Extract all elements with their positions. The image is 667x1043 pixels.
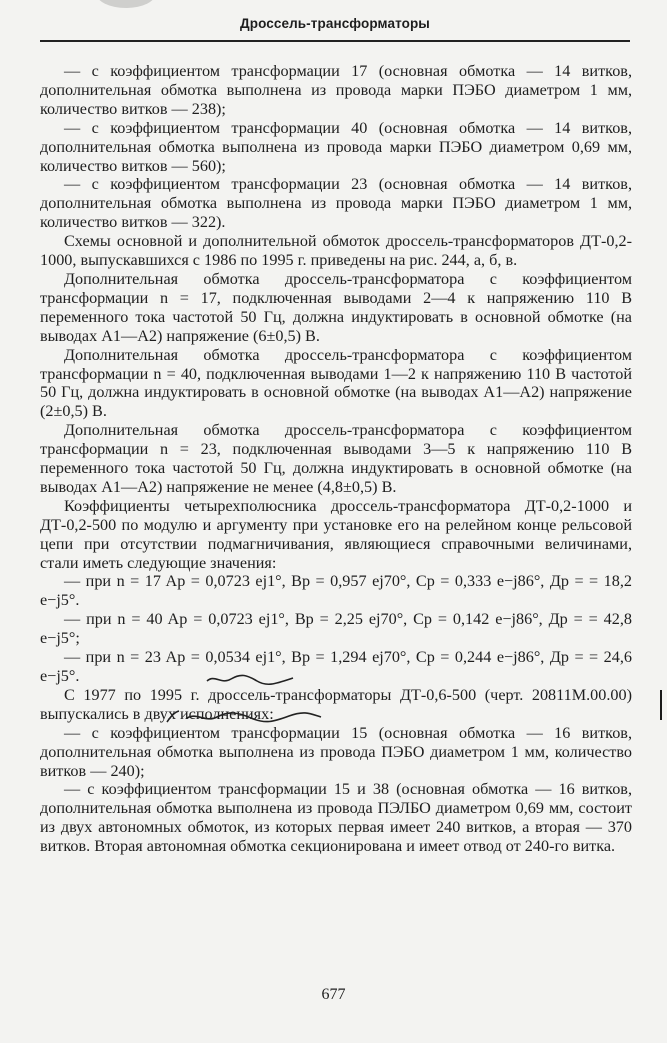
paragraph: — с коэффициентом трансформации 15 и 38 (основная обмотка — 16 витков, дополнительная обмотка выполнена из провода ПЭЛБО диаметром 0,69 мм, состоит из двух автономных обмоток, из которых первая имеет 240 витков, а вторая — 370 витков. Вторая автономная обмотка секционирована и имеет отвод от 240-го витка. — [40, 780, 632, 856]
paragraph: Дополнительная обмотка дроссель-трансформатора с коэффициентом трансформации n = 23, подключенная выводами 3—5 к напряжению 110 В переменного тока частотой 50 Гц, должна индуктировать в основной обмотке (на выводах А1—А2) напряжение не менее (4,8±0,5) В. — [40, 421, 632, 496]
paragraph: Коэффициенты четырехполюсника дроссель-трансформатора ДТ-0,2-1000 и ДТ-0,2-500 по модулю и аргументу при установке его на релейном конце рельсовой цепи при отсутствии подмагничивания, являющиеся справочными величинами, стали иметь следующие значения: — [40, 496, 632, 572]
formula-line: — при n = 40 Aр = 0,0723 ej1°, Bр = 2,25 ej70°, Cр = 0,142 e−j86°, Дp = = 42,8 e−j5°; — [40, 610, 632, 648]
formula-line: — при n = 23 Aр = 0,0534 ej1°, Bр = 1,294 ej70°, Cр = 0,244 e−j86°, Дp = = 24,6 e−j5°. — [40, 648, 632, 685]
handwritten-underline-2 — [165, 708, 325, 726]
paragraph: Дополнительная обмотка дроссель-трансформатора с коэффициентом трансформации n = 40, подключенная выводами 1—2 к напряжению 110 В частотой 50 Гц, должна индуктировать в основной обмотке (на выводах А1—А2) напряжение (2±0,5) В. — [40, 345, 632, 421]
page-number: 677 — [321, 986, 346, 1003]
paragraph: — с коэффициентом трансформации 15 (основная обмотка — 16 витков, дополнительная обмотка выполнена из провода ПЭБО диаметром 1 мм, количество витков — 240); — [40, 723, 632, 780]
header-rule — [40, 40, 630, 42]
handwritten-underline-1 — [205, 672, 295, 686]
running-head: Дроссель-трансформаторы — [240, 16, 430, 31]
main-text — [40, 62, 632, 856]
paragraph: — с коэффициентом трансформации 17 (основная обмотка — 14 витков, дополнительная обмотка выполнена из провода марки ПЭБО диаметром 1 мм, количество витков — 238); — [40, 62, 632, 118]
margin-mark — [660, 690, 662, 720]
scan-shadow — [96, 0, 156, 8]
formula-line: — при n = 17 Aр = 0,0723 ej1°, Bр = 0,957 ej70°, Cр = 0,333 e−j86°, Дp = = 18,2 e−j5°. — [40, 572, 632, 610]
paragraph: Дополнительная обмотка дроссель-трансформатора с коэффициентом трансформации n = 17, подключенная выводами 2—4 к напряжению 110 В переменного тока частотой 50 Гц, должна индуктировать в основной обмотке (на выводах А1—А2) напряжение (6±0,5) В. — [40, 269, 632, 345]
paragraph: С 1977 по 1995 г. дроссель-трансформаторы ДТ-0,6-500 (черт. 20811М.00.00) выпускались в двух исполнениях: — [40, 685, 632, 723]
paragraph: — с коэффициентом трансформации 23 (основная обмотка — 14 витков, дополнительная обмотка выполнена из провода марки ПЭБО диаметром 1 мм, количество витков — 322). — [40, 175, 632, 232]
paragraph: — с коэффициентом трансформации 40 (основная обмотка — 14 витков, дополнительная обмотка выполнена из провода марки ПЭБО диаметром 0,69 мм, количество витков — 560); — [40, 118, 632, 175]
paragraph: Схемы основной и дополнительной обмоток дроссель-трансформаторов ДТ-0,2-1000, выпускавшихся с 1986 по 1995 г. приведены на рис. 244, а, б, в. — [40, 232, 632, 270]
